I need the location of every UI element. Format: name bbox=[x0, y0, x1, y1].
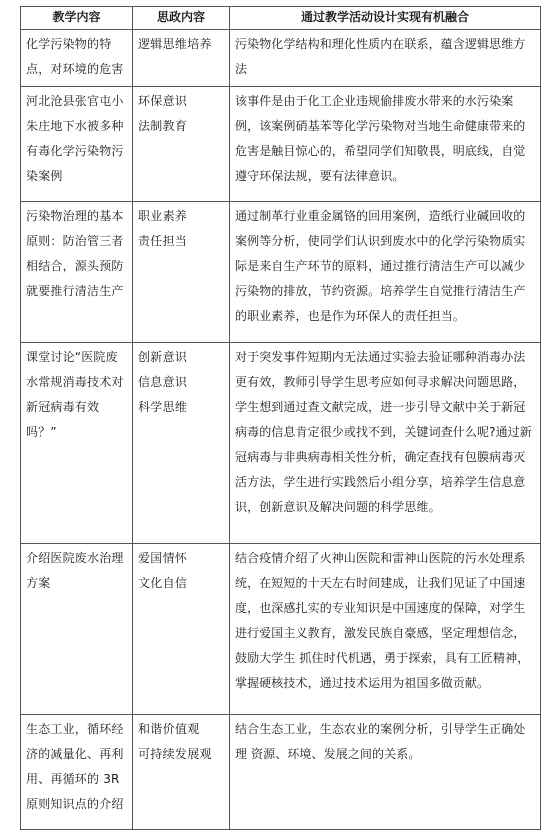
teaching-content-cell: 化学污染物的特点，对环境的危害 bbox=[21, 30, 133, 87]
ideology-content-cell: 和谐价值观 可持续发展观 bbox=[133, 715, 230, 830]
integration-cell: 结合疫情介绍了火神山医院和雷神山医院的污水处理系统，在短短的十天左右时间建成，让我们见证了中国速度，也深感扎实的专业知识是中国速度的保障，对学生进行爱国主义教育，激发民族自豪感，坚定理想信念，鼓励大学生 抓住时代机遇，勇于探索，具有工匠精神，掌握硬核技术，通过技术运用为祖国多做贡献。 bbox=[230, 544, 541, 715]
integration-cell: 该事件是由于化工企业违规偷排废水带来的水污染案例，该案例硝基苯等化学污染物对当地生命健康带来的危害是触目惊心的，希望同学们知敬畏，明底线，自觉遵守环保法规，要有法律意识。 bbox=[230, 87, 541, 202]
header-ideology-content: 思政内容 bbox=[133, 7, 230, 30]
ideology-content-cell: 爱国情怀 文化自信 bbox=[133, 544, 230, 715]
table-header-row bbox=[21, 7, 541, 30]
integration-cell: 通过制革行业重金属铬的回用案例，造纸行业碱回收的案例等分析，使同学们认识到废水中的化学污染物质实际是来自生产环节的原料，通过推行清洁生产可以减少污染物的排放，节约资源。培养学生自觉推行清洁生产的职业素养，也是作为环保人的责任担当。 bbox=[230, 202, 541, 343]
header-integration: 通过教学活动设计实现有机融合 bbox=[230, 7, 541, 30]
ideology-content-cell: 创新意识 信息意识 科学思维 bbox=[133, 343, 230, 544]
ideology-content-cell: 环保意识 法制教育 bbox=[133, 87, 230, 202]
table-row bbox=[21, 715, 541, 830]
teaching-content-cell: 课堂讨论“医院废水常规消毒技术对新冠病毒有效吗？” bbox=[21, 343, 133, 544]
header-teaching-content: 教学内容 bbox=[21, 7, 133, 30]
teaching-content-cell: 生态工业，循环经济的减量化、再利用、再循环的 3R 原则知识点的介绍 bbox=[21, 715, 133, 830]
course-ideology-table bbox=[20, 6, 541, 830]
teaching-content-cell: 介绍医院废水治理方案 bbox=[21, 544, 133, 715]
table-row bbox=[21, 544, 541, 715]
integration-cell: 对于突发事件短期内无法通过实验去验证哪种消毒办法更有效，教师引导学生思考应如何寻求解决问题思路，学生想到通过查文献完成，进一步引导文献中关于新冠病毒的信息肯定很少或找不到，关键词查什么呢?通过新冠病毒与非典病毒相关性分析，确定查找有包膜病毒灭活方法，学生进行实践然后小组分享，培养学生信息意识，创新意识及解决问题的科学思维。 bbox=[230, 343, 541, 544]
table-row bbox=[21, 87, 541, 202]
table-row bbox=[21, 343, 541, 544]
teaching-content-cell: 河北沧县张官屯小朱庄地下水被多种有毒化学污染物污染案例 bbox=[21, 87, 133, 202]
table-row bbox=[21, 202, 541, 343]
ideology-content-cell: 逻辑思维培养 bbox=[133, 30, 230, 87]
table-row bbox=[21, 30, 541, 87]
integration-cell: 结合生态工业，生态农业的案例分析，引导学生正确处理 资源、环境、发展之间的关系。 bbox=[230, 715, 541, 830]
teaching-content-cell: 污染物治理的基本原则：防治管三者相结合，源头预防就要推行清洁生产 bbox=[21, 202, 133, 343]
ideology-content-cell: 职业素养 责任担当 bbox=[133, 202, 230, 343]
integration-cell: 污染物化学结构和理化性质内在联系，蕴含逻辑思维方法 bbox=[230, 30, 541, 87]
